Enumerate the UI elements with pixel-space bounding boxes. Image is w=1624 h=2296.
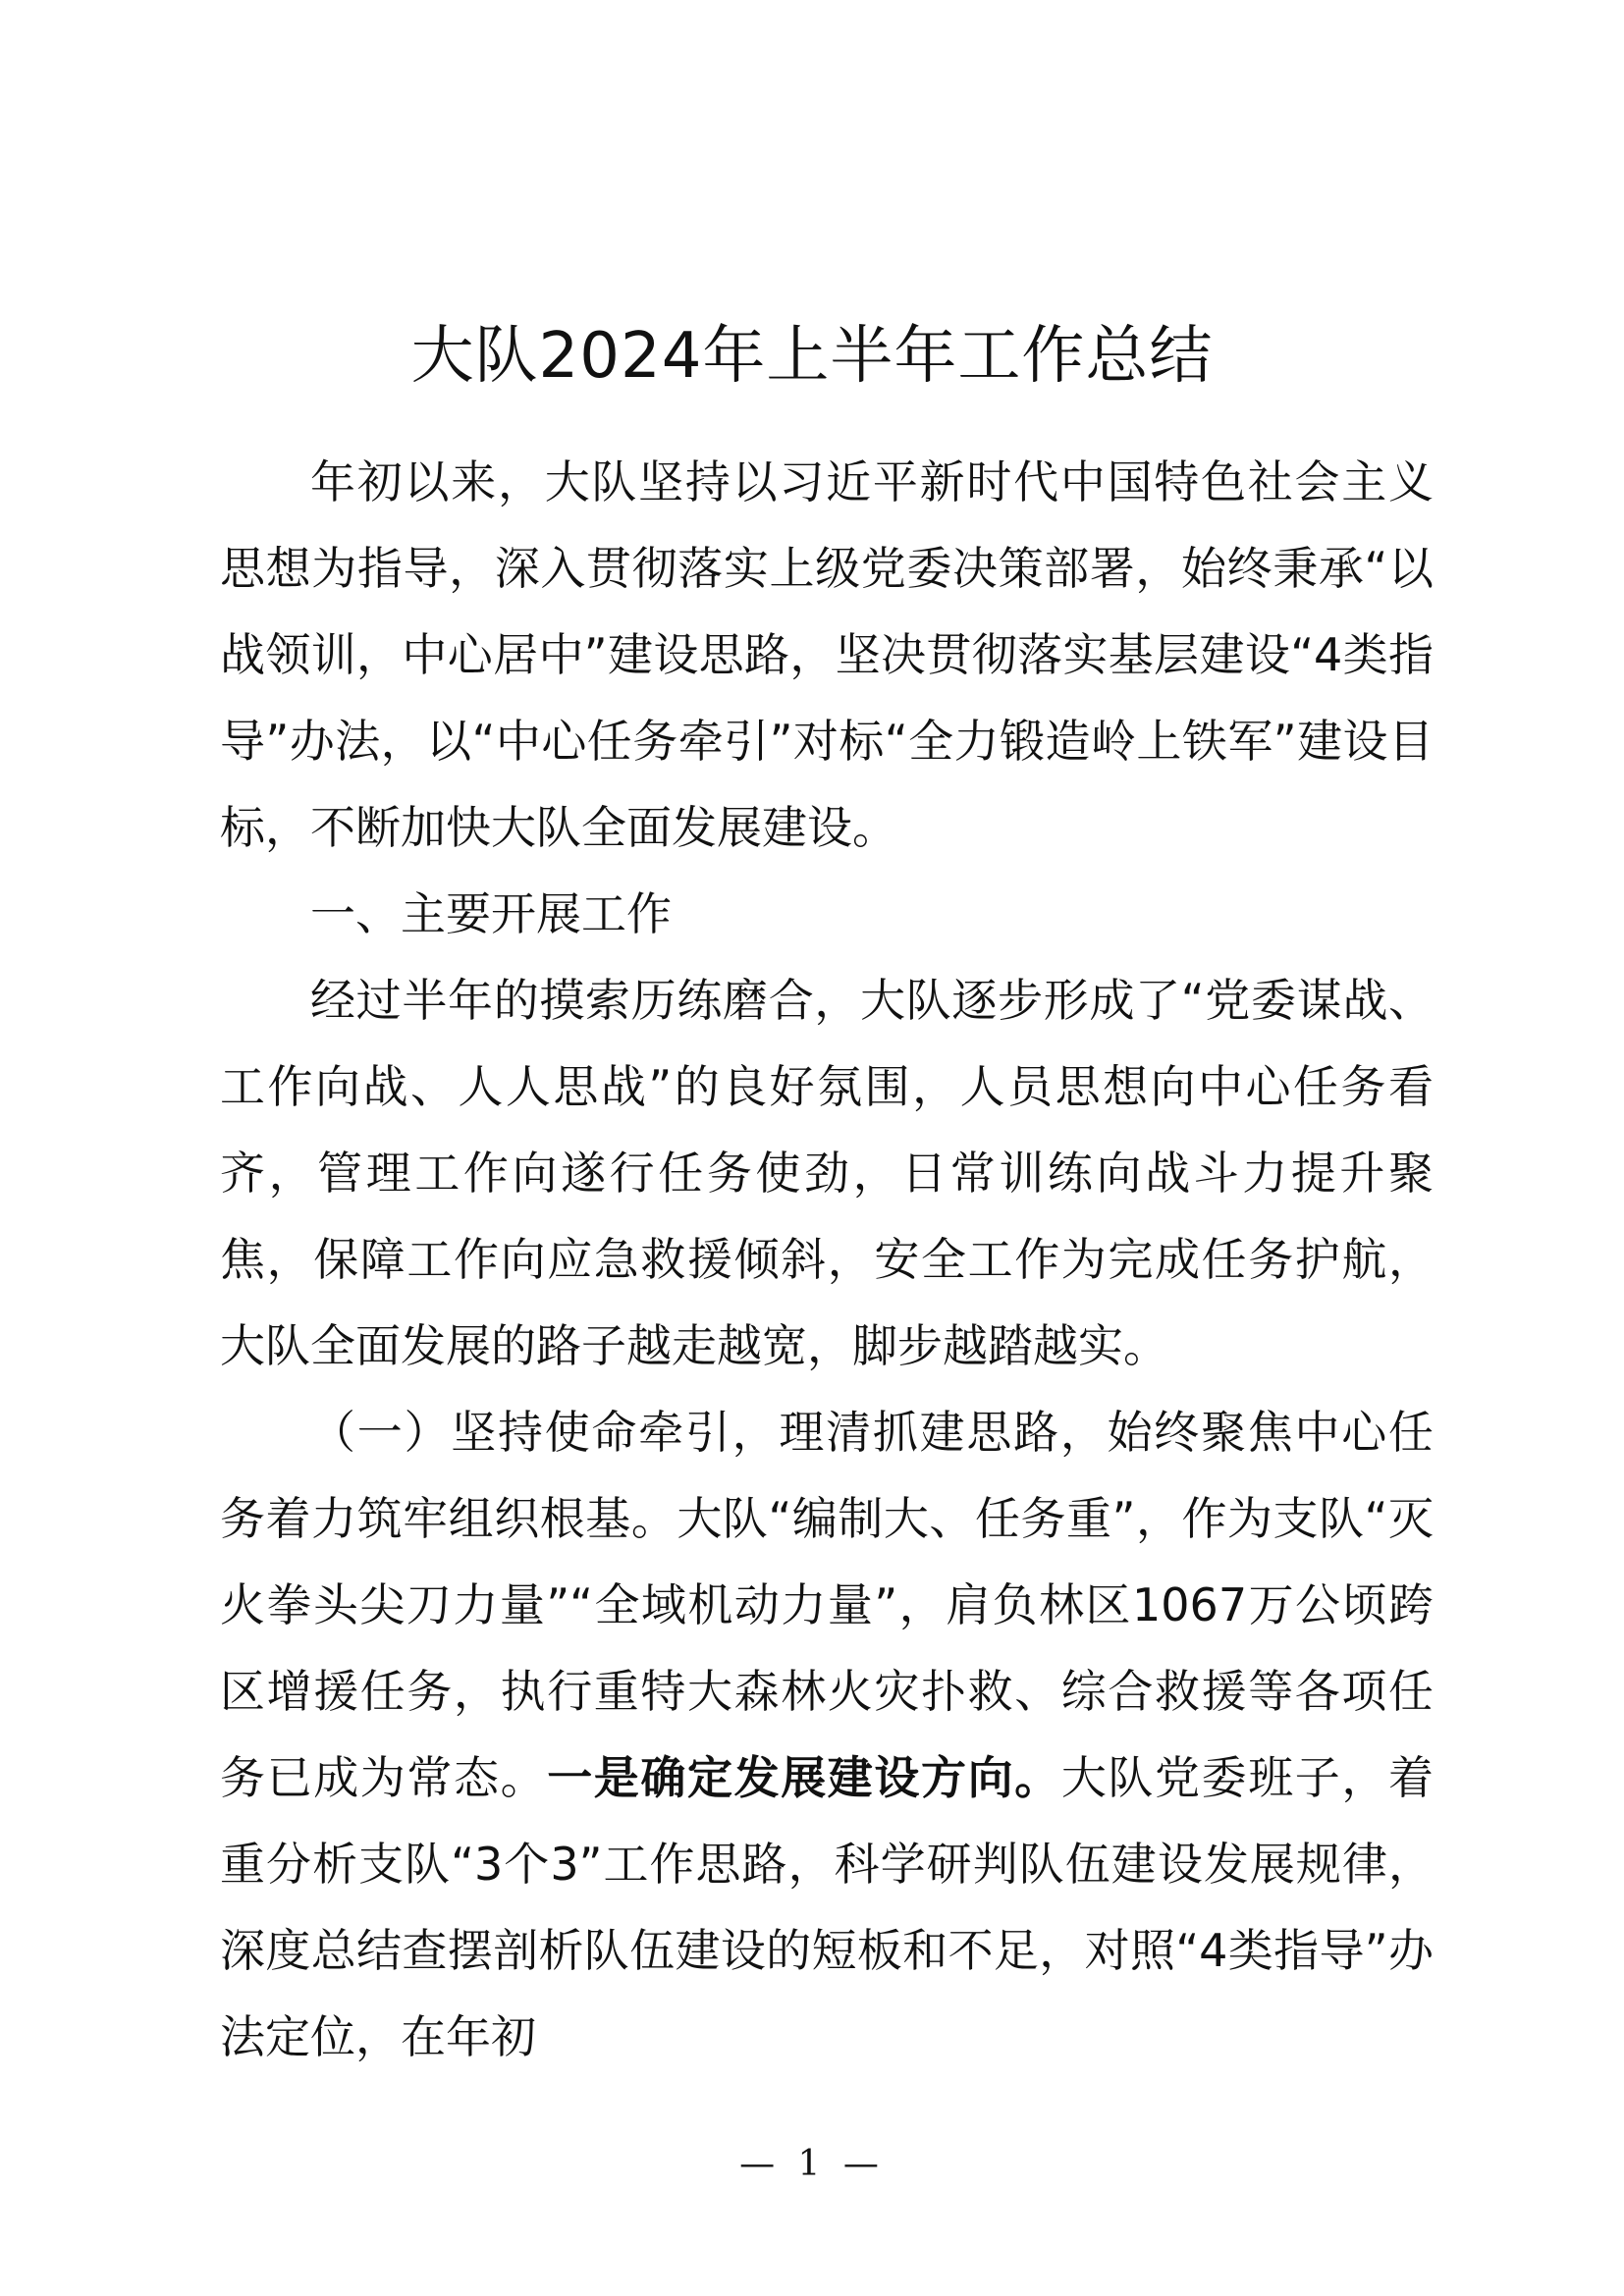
paragraph-subsection-one — [220, 1389, 1434, 2080]
paragraph-intro: 年初以来，大队坚持以习近平新时代中国特色社会主义思想为指导，深入贯彻落实上级党委决策部署，始终秉承“以战领训，中心居中”建设思路，坚决贯彻落实基层建设“4类指导”办法，以“中心任务牵引”对标“全力锻造岭上铁军”建设目标，不断加快大队全面发展建设。 — [220, 455, 1434, 854]
paragraph-summary: 经过半年的摸索历练磨合，大队逐步形成了“党委谋战、工作向战、人人思战”的良好氛围，人员思想向中心任务看齐，管理工作向遂行任务使劲，日常训练向战斗力提升聚焦，保障工作向应急救援倾斜，安全工作为完成任务护航，大队全面发展的路子越走越宽，脚步越踏越实。 — [220, 974, 1434, 1372]
paragraph-text-before: （一）坚持使命牵引，理清抓建思路，始终聚焦中心任务着力筑牢组织根基。大队“编制大、任务重”，作为支队“灭火拳头尖刀力量”“全域机动力量”，肩负林区1067万公顷跨区增援任务，执行重特大森林火灾扑救、综合救援等各项任务已成为常态。 — [220, 1406, 1434, 1804]
section-heading: 一、主要开展工作 — [310, 887, 672, 940]
document-title: 大队2024年上半年工作总结 — [410, 320, 1214, 393]
page-number: — 1 — — [739, 2144, 885, 2184]
paragraph-text-after: 大队党委班子，着重分析支队“3个3”工作思路，科学研判队伍建设发展规律，深度总结查摆剖析队伍建设的短板和不足，对照“4类指导”办法定位，在年初 — [220, 1751, 1435, 2063]
document-body — [220, 439, 1434, 2080]
bold-point-one: 一是确定发展建设方向。 — [547, 1751, 1061, 1804]
